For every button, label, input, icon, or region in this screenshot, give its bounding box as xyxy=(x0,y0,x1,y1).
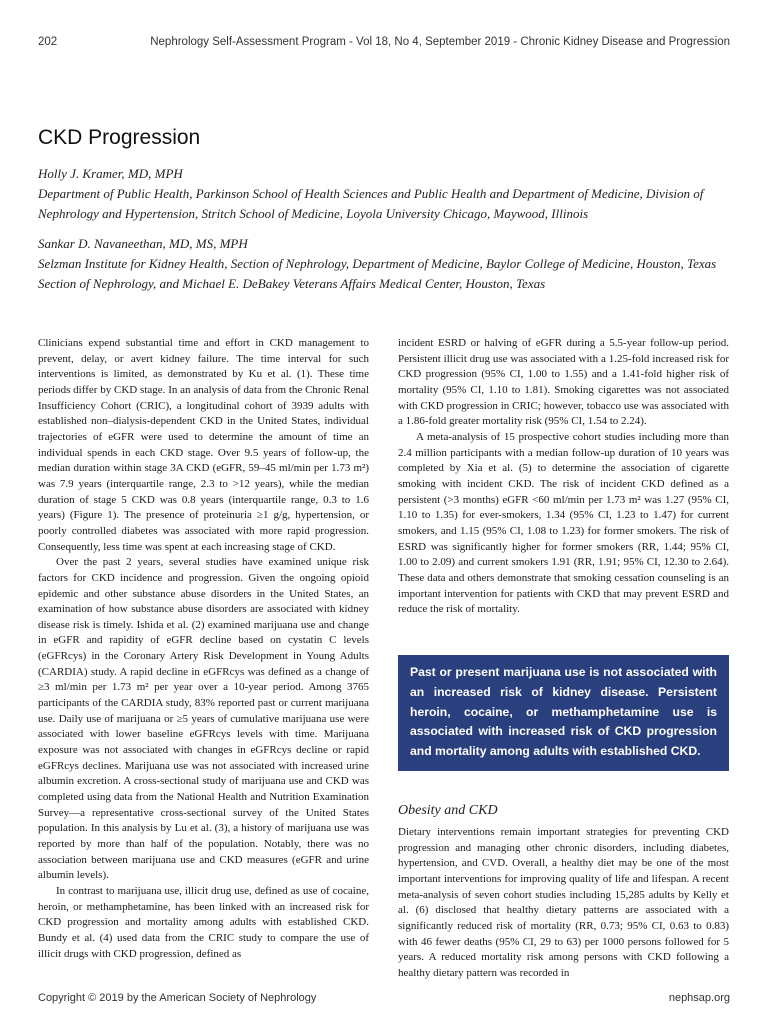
paragraph: Clinicians expend substantial time and effort in CKD management to prevent, delay, or avert kidney failure. The time interval for such interventions is limited, as demonstrated by Ku et al. (1). These time periods differ by CKD stage. In an analysis of data from the Chronic Renal Insufficiency Cohort (CRIC), a longitudinal cohort of 3939 adults with established non–dialysis-dependent CKD in the United States, individual trajectories of eGFR were used to determine the amount of time an individual spends in each CKD stage. Over 9.5 years of follow-up, the median duration within stage 3A CKD (eGFR, 59–45 ml/min per 1.73 m²) was 7.9 years (interquartile range, 2.3 to >12 years), while the median duration of stage 5 CKD was 0.8 years (interquartile range, 0.3 to 1.6 years) (Figure 1). The presence of proteinuria ≥1 g/g, hypertension, or poorly controlled diabetes was associated with more rapid progression. Consequently, less time was spent at each increasing stage of CKD. xyxy=(38,337,369,553)
right-column xyxy=(398,336,729,618)
author-name: Holly J. Kramer, MD, MPH xyxy=(38,166,183,181)
journal-title: Nephrology Self-Assessment Program - Vol 18, No 4, September 2019 - Chronic Kidney Disease and Progression xyxy=(150,36,730,48)
paragraph: In contrast to marijuana use, illicit drug use, defined as use of cocaine, heroin, or methamphetamine, has been linked with an increased risk for CKD progression and mortality among adults with established CKD. Bundy et al. (4) used data from the CRIC study to compare the use of illicit drugs with CKD progression, defined as xyxy=(38,884,369,960)
section-heading: Obesity and CKD xyxy=(398,803,498,818)
author-block xyxy=(38,164,730,294)
left-column xyxy=(38,336,369,962)
paragraph: Dietary interventions remain important strategies for preventing CKD progression and managing other chronic disorders, including diabetes, hypertension, and CVD. Overall, a healthy diet may be one of the most important interventions for improving quality of life and lifespan. A recent meta-analysis of seven cohort studies including 15,285 adults by Kelly et al. (6) disclosed that healthy dietary patterns are associated with a significantly reduced risk of mortality (RR, 0.73; 95% CI, 0.63 to 0.83) with 46 fewer deaths (95% CI, 29 to 63) per 1000 persons followed for 5 years. A reduced mortality risk among persons with CKD following a healthy dietary pattern was recorded in xyxy=(398,826,729,979)
author-affiliation: Selzman Institute for Kidney Health, Section of Nephrology, Department of Medicine, Baylor College of Medicine, Houston, Texas Section of Nephrology, and Michael E. DeBakey Veterans Affairs Medical Center, Houston, Texas xyxy=(38,256,717,291)
paragraph: A meta-analysis of 15 prospective cohort studies including more than 2.4 million participants with a median follow-up duration of 10 years was completed by Xia et al. (5) to determine the association of cigarette smoking with incident CKD. The risk of incident CKD defined as a persistent (>3 months) eGFR <60 ml/min per 1.73 m² was 1.27 (95% CI, 1.10 to 1.35) for ever-smokers, 1.34 (95% CI, 1.23 to 1.47) for current smokers, and 1.15 (95% CI, 1.08 to 1.23) for former smokers. The risk of ESRD was significantly higher for former smokers (RR, 1.44; 95% CI, 1.00 to 2.09) and current smokers 1.91 (RR, 1.91; 95% CI, 12.30 to 2.64). These data and others demonstrate that smoking cessation counseling is an important intervention for patients with CKD that may prevent ESRD and reduce the risk of mortality. xyxy=(398,430,729,616)
paragraph: incident ESRD or halving of eGFR during a 5.5-year follow-up period. Persistent illicit drug use was associated with a 1.25-fold increased risk for CKD progression (95% CI, 1.00 to 1.55) and a 1.41-fold higher risk of mortality (95% CI, 1.10 to 1.81). Smoking cigarettes was not associated with CKD progression in CRIC; however, tobacco use was associated with a 1.86-fold greater mortality risk (95% CI, 1.54 to 2.24). xyxy=(398,337,729,428)
paragraph: Over the past 2 years, several studies have examined unique risk factors for CKD incidence and progression. Given the ongoing opioid epidemic and other substance abuse disorders in the United States, an examination of how substance abuse disorders are associated with kidney disease risk is timely. Ishida et al. (2) examined marijuana use and change in eGFR and rapidity of eGFR decline based on cystatin C levels (eGFRcys) in the Coronary Artery Risk Development in Young Adults (CARDIA) study. A rapid decline in eGFRcys was defined as a change of ≥3 ml/min per 1.73 m² per year over a 10-year period. Among 3765 participants of the CARDIA study, 83% reported past or current marijuana use. Daily use of marijuana or ≥5 years of cumulative marijuana use were associated with lower baseline eGFRcys levels with time. Marijuana exposure was not associated with changes in eGFRcys decline or rapid eGFRcys declines. Marijuana use was not associated with increased urine albumin excretion. A cross-sectional study of marijuana use and CKD was completed using data from the National Health and Nutrition Examination Survey—a representative cross-sectional survey of the United States population. In this analysis by Lu et al. (3), a history of marijuana use was reported by more than half of the population. Notably, there was no association between marijuana use and CKD measures (eGFR and urine albumin levels). xyxy=(38,556,369,882)
site-link[interactable]: nephsap.org xyxy=(668,992,730,1004)
key-point-callout: Past or present marijuana use is not associated with an increased risk of kidney disease. Persistent heroin, cocaine, or methamphetamine use is associated with increased risk of CKD progression and mortality among adults with established CKD. xyxy=(398,655,729,771)
article-title: CKD Progression xyxy=(38,126,201,149)
copyright: Copyright © 2019 by the American Society of Nephrology xyxy=(38,992,317,1004)
page-number: 202 xyxy=(38,36,58,48)
section-body xyxy=(398,825,729,982)
author-affiliation: Department of Public Health, Parkinson School of Health Sciences and Public Health and Department of Medicine, Division of Nephrology and Hypertension, Stritch School of Medicine, Loyola University Chicago, Maywood, Illinois xyxy=(38,186,704,221)
author-name: Sankar D. Navaneethan, MD, MS, MPH xyxy=(38,236,248,251)
